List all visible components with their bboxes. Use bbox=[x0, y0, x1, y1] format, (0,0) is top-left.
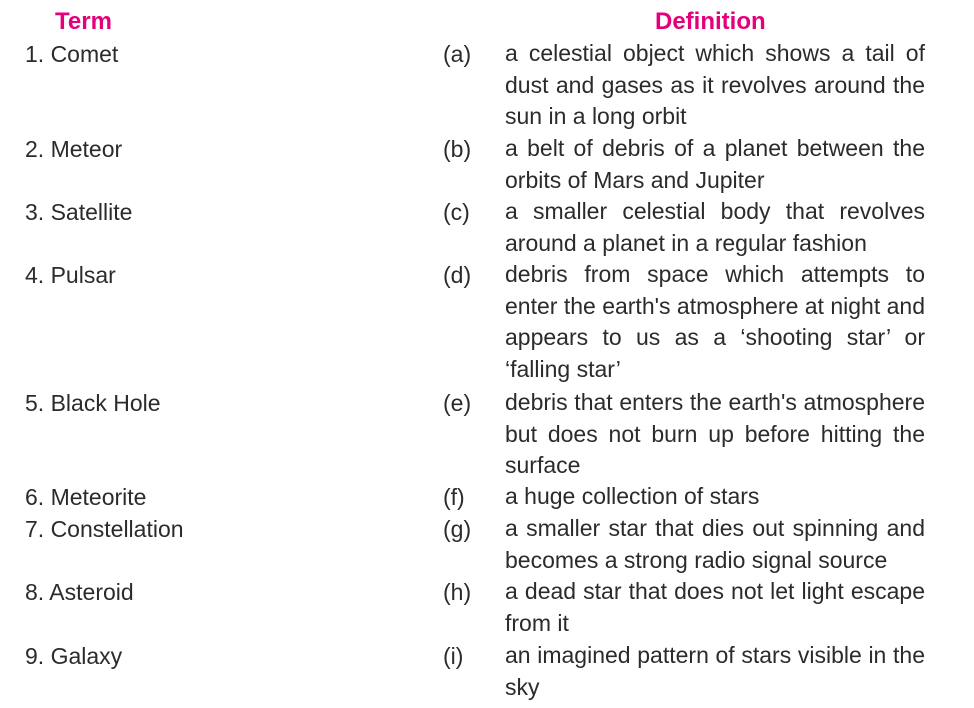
definition-text: debris that enters the earth's atmosphere but does not burn up before hitting the surface bbox=[505, 389, 925, 479]
term-label: 3. Satellite bbox=[25, 199, 133, 225]
term-label: 6. Meteorite bbox=[25, 484, 147, 510]
definition-letter: (c) bbox=[443, 199, 470, 225]
term-label: 4. Pulsar bbox=[25, 262, 116, 288]
term-label: 8. Asteroid bbox=[25, 579, 134, 605]
term-label: 5. Black Hole bbox=[25, 390, 161, 416]
definition-text: an imagined pattern of stars visible in the sky bbox=[505, 642, 925, 700]
definition-text: debris from space which attempts to enter the earth's atmosphere at night and appears to us as a ‘shooting star’ or ‘falling star’ bbox=[505, 261, 925, 382]
definition-text: a smaller star that dies out spinning and becomes a strong radio signal source bbox=[505, 515, 925, 573]
definition-text: a celestial object which shows a tail of dust and gases as it revolves around the sun in a long orbit bbox=[505, 40, 925, 130]
definition-letter: (g) bbox=[443, 516, 472, 542]
term-label: 1. Comet bbox=[25, 41, 119, 67]
definition-letter: (d) bbox=[443, 262, 472, 288]
definition-text: a dead star that does not let light escape from it bbox=[505, 578, 925, 636]
definition-letter: (a) bbox=[443, 41, 472, 67]
definition-letter: (e) bbox=[443, 390, 472, 416]
definition-text: a smaller celestial body that revolves around a planet in a regular fashion bbox=[505, 198, 925, 256]
term-label: 7. Constellation bbox=[25, 516, 184, 542]
definition-column-header: Definition bbox=[655, 8, 766, 35]
definition-text: a huge collection of stars bbox=[505, 483, 760, 509]
definition-letter: (h) bbox=[443, 579, 472, 605]
term-column-header: Term bbox=[55, 8, 112, 35]
term-label: 2. Meteor bbox=[25, 136, 123, 162]
definition-letter: (f) bbox=[443, 484, 465, 510]
term-label: 9. Galaxy bbox=[25, 643, 123, 669]
definition-letter: (i) bbox=[443, 643, 464, 669]
definition-text: a belt of debris of a planet between the orbits of Mars and Jupiter bbox=[505, 135, 925, 193]
definition-letter: (b) bbox=[443, 136, 472, 162]
